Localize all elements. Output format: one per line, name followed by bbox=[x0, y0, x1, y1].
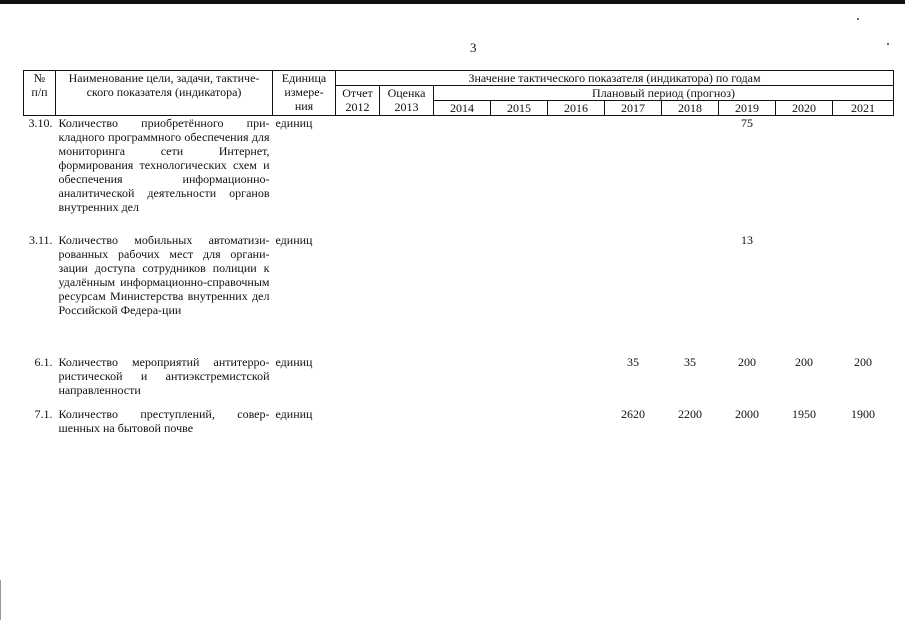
row-value bbox=[548, 116, 605, 233]
row-value bbox=[380, 116, 434, 233]
row-value bbox=[605, 233, 662, 355]
header-year: 2018 bbox=[662, 101, 719, 116]
row-value bbox=[336, 407, 380, 447]
header-year: 2017 bbox=[605, 101, 662, 116]
row-value: 2200 bbox=[678, 406, 702, 421]
row-value bbox=[434, 116, 491, 233]
row-num: 3.11. bbox=[28, 232, 53, 247]
row-value bbox=[548, 233, 605, 355]
row-value bbox=[491, 355, 548, 407]
row-value bbox=[491, 116, 548, 233]
row-value: 75 bbox=[741, 116, 753, 130]
row-num: 7.1. bbox=[34, 406, 53, 421]
header-year: 2016 bbox=[548, 101, 605, 116]
table-row bbox=[24, 233, 894, 355]
table-row bbox=[24, 407, 894, 447]
header-estimate: Оценка 2013 bbox=[380, 86, 434, 116]
row-value bbox=[833, 233, 894, 355]
header-year: 2014 bbox=[434, 101, 491, 116]
row-value bbox=[434, 233, 491, 355]
row-value bbox=[434, 355, 491, 407]
header-year: 2019 bbox=[719, 101, 776, 116]
header-num: № п/п bbox=[24, 71, 56, 116]
header-year: 2015 bbox=[491, 101, 548, 116]
row-value bbox=[605, 116, 662, 233]
row-unit: единиц bbox=[275, 116, 313, 130]
row-name: Количество мобильных автоматизи-рованных рабочих мест для органи-зации доступа сотрудников полиции к удалённым информационно-справочным ресурсам Министерства внутренних дел Российской Федера-ции bbox=[58, 232, 270, 317]
header-report: Отчет 2012 bbox=[336, 86, 380, 116]
row-value bbox=[434, 407, 491, 447]
top-border-line bbox=[0, 0, 905, 4]
row-value bbox=[491, 233, 548, 355]
header-name: Наименование цели, задачи, тактиче- ского показателя (индикатора) bbox=[56, 71, 273, 116]
row-value: 35 bbox=[684, 354, 696, 369]
row-value: 35 bbox=[627, 354, 639, 369]
row-value: 200 bbox=[738, 354, 756, 369]
header-year: 2021 bbox=[833, 101, 894, 116]
row-value: 1950 bbox=[792, 406, 816, 421]
row-name: Количество мероприятий антитерро-ристической и антиэкстремистской направленности bbox=[58, 354, 270, 397]
header-values-title: Значение тактического показателя (индикатора) по годам bbox=[336, 71, 894, 86]
row-name: Количество преступлений, совер-шенных на бытовой почве bbox=[58, 406, 270, 435]
indicator-table bbox=[23, 70, 894, 447]
row-value: 200 bbox=[795, 354, 813, 369]
row-value bbox=[380, 233, 434, 355]
scan-speck bbox=[887, 43, 889, 45]
header-plan-title: Плановый период (прогноз) bbox=[434, 86, 894, 101]
row-unit: единиц bbox=[275, 354, 313, 369]
header-year: 2020 bbox=[776, 101, 833, 116]
scan-speck bbox=[857, 18, 859, 20]
row-value bbox=[336, 233, 380, 355]
row-value: 2620 bbox=[621, 406, 645, 421]
row-value bbox=[833, 116, 894, 233]
row-value bbox=[776, 233, 833, 355]
row-value bbox=[776, 116, 833, 233]
table-row bbox=[24, 355, 894, 407]
row-value bbox=[336, 116, 380, 233]
row-name: Количество приобретённого при-кладного программного обеспечения для мониторинга сети Интернет, формирования технологических схем и обеспечения информационно-аналитической деятельности органов внутренних дел bbox=[58, 116, 270, 214]
row-unit: единиц bbox=[275, 406, 313, 421]
row-value bbox=[380, 407, 434, 447]
row-value bbox=[662, 233, 719, 355]
row-value bbox=[662, 116, 719, 233]
page-number: 3 bbox=[470, 40, 477, 55]
header-unit: Единица измере- ния bbox=[273, 71, 336, 116]
row-value bbox=[491, 407, 548, 447]
row-value: 13 bbox=[741, 232, 753, 247]
row-unit: единиц bbox=[275, 232, 313, 247]
row-num: 3.10. bbox=[28, 116, 53, 130]
row-value: 1900 bbox=[851, 406, 876, 421]
row-value bbox=[336, 355, 380, 407]
scan-edge-mark bbox=[0, 580, 1, 620]
row-value bbox=[548, 407, 605, 447]
row-value bbox=[380, 355, 434, 407]
row-value: 2000 bbox=[735, 406, 759, 421]
row-value: 200 bbox=[854, 354, 873, 369]
table-row bbox=[24, 116, 894, 233]
row-num: 6.1. bbox=[34, 354, 53, 369]
row-value bbox=[548, 355, 605, 407]
